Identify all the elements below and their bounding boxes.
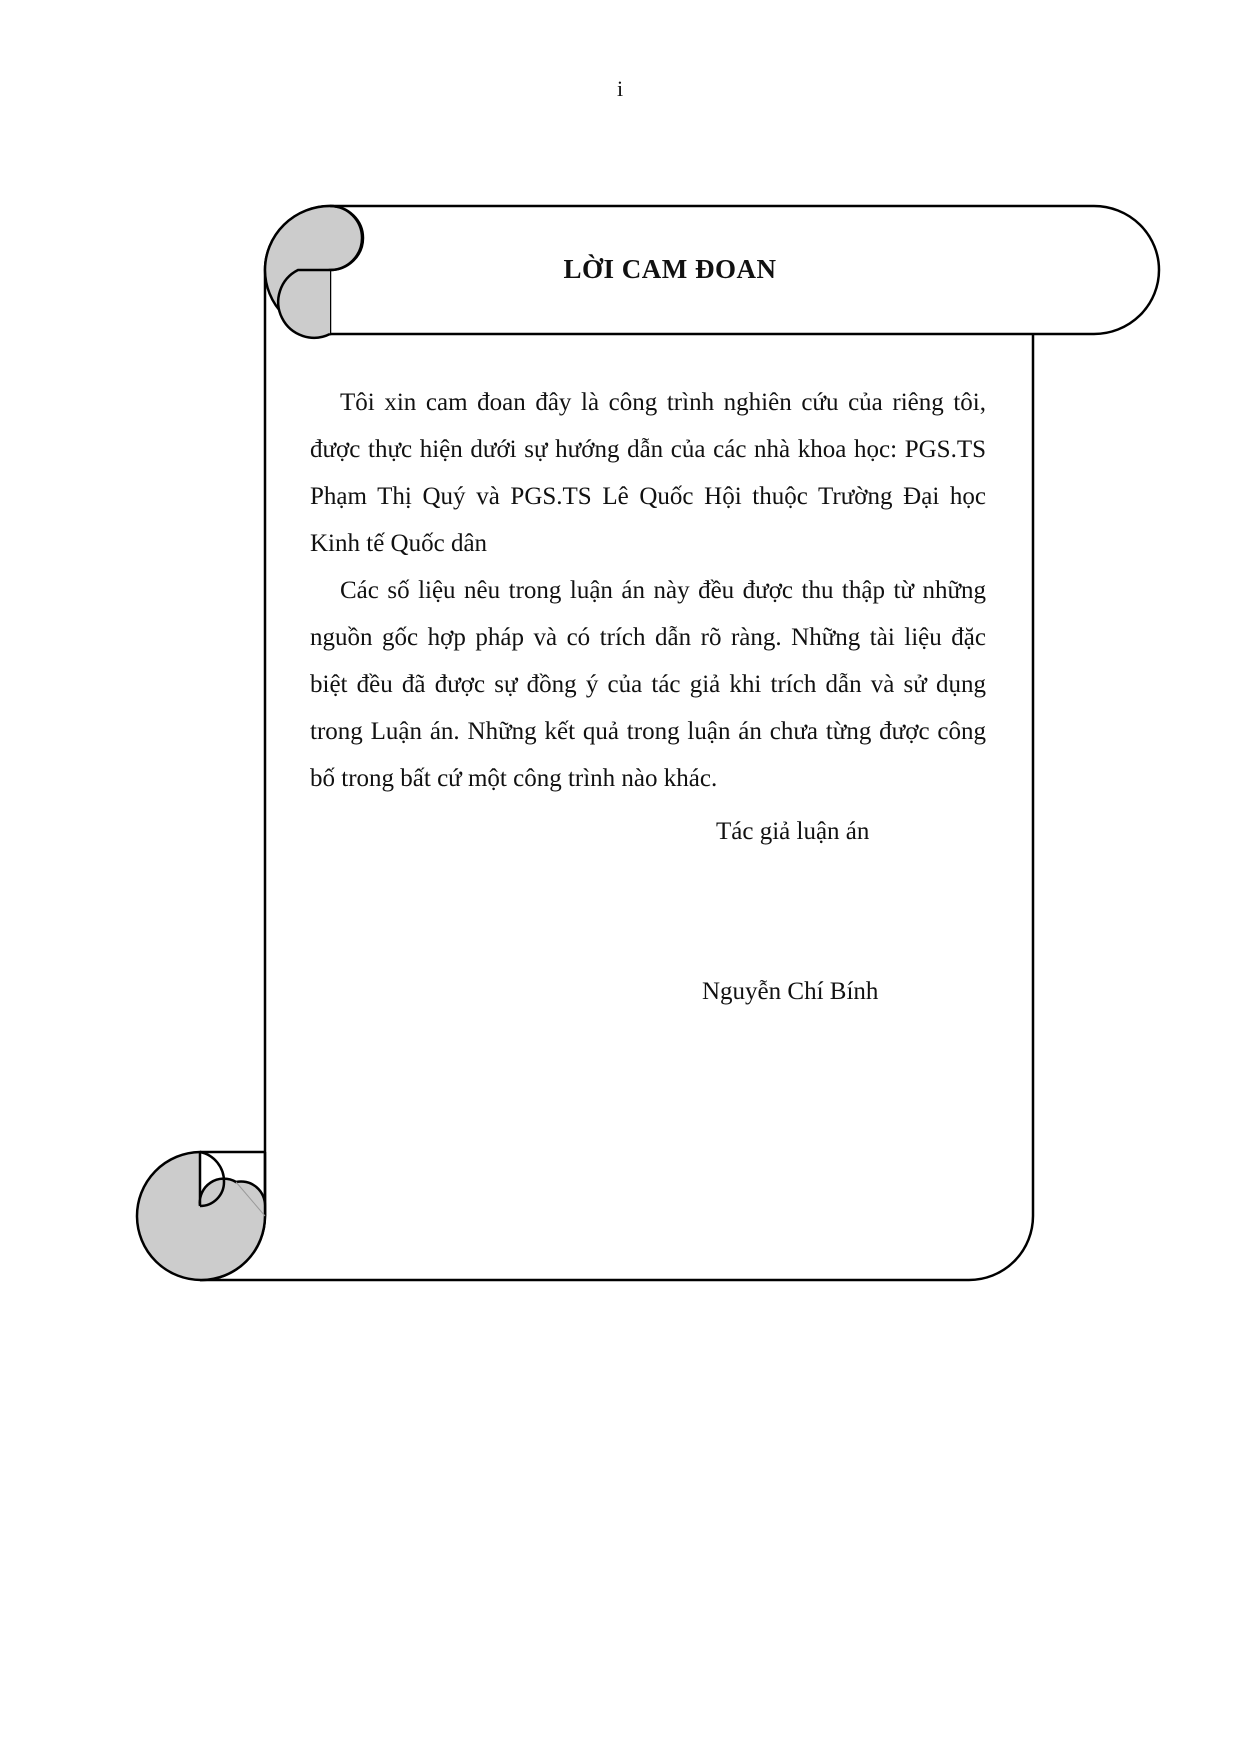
declaration-body [310,379,986,802]
paragraph-1: Tôi xin cam đoan đây là công trình nghiên cứu của riêng tôi, được thực hiện dưới sự hướng dẫn của các nhà khoa học: PGS.TS Phạm Thị Quý và PGS.TS Lê Quốc Hội thuộc Trường Đại học Kinh tế Quốc dân [310,389,986,557]
scroll-bottom-curl-shade [137,1152,265,1280]
signature-label: Tác giả luận án [716,818,870,845]
page-title: LỜI CAM ĐOAN [563,254,777,284]
page-number: i [616,76,624,101]
paragraph-2: Các số liệu nêu trong luận án này đều được thu thập từ những nguồn gốc hợp pháp và có trích dẫn rõ ràng. Những tài liệu đặc biệt đều đã được sự đồng ý của tác giả khi trích dẫn và sử dụng trong Luận án. Những kết quả trong luận án chưa từng được công bố trong bất cứ một công trình nào khác. [310,577,986,792]
signature-name: Nguyễn Chí Bính [702,978,879,1005]
